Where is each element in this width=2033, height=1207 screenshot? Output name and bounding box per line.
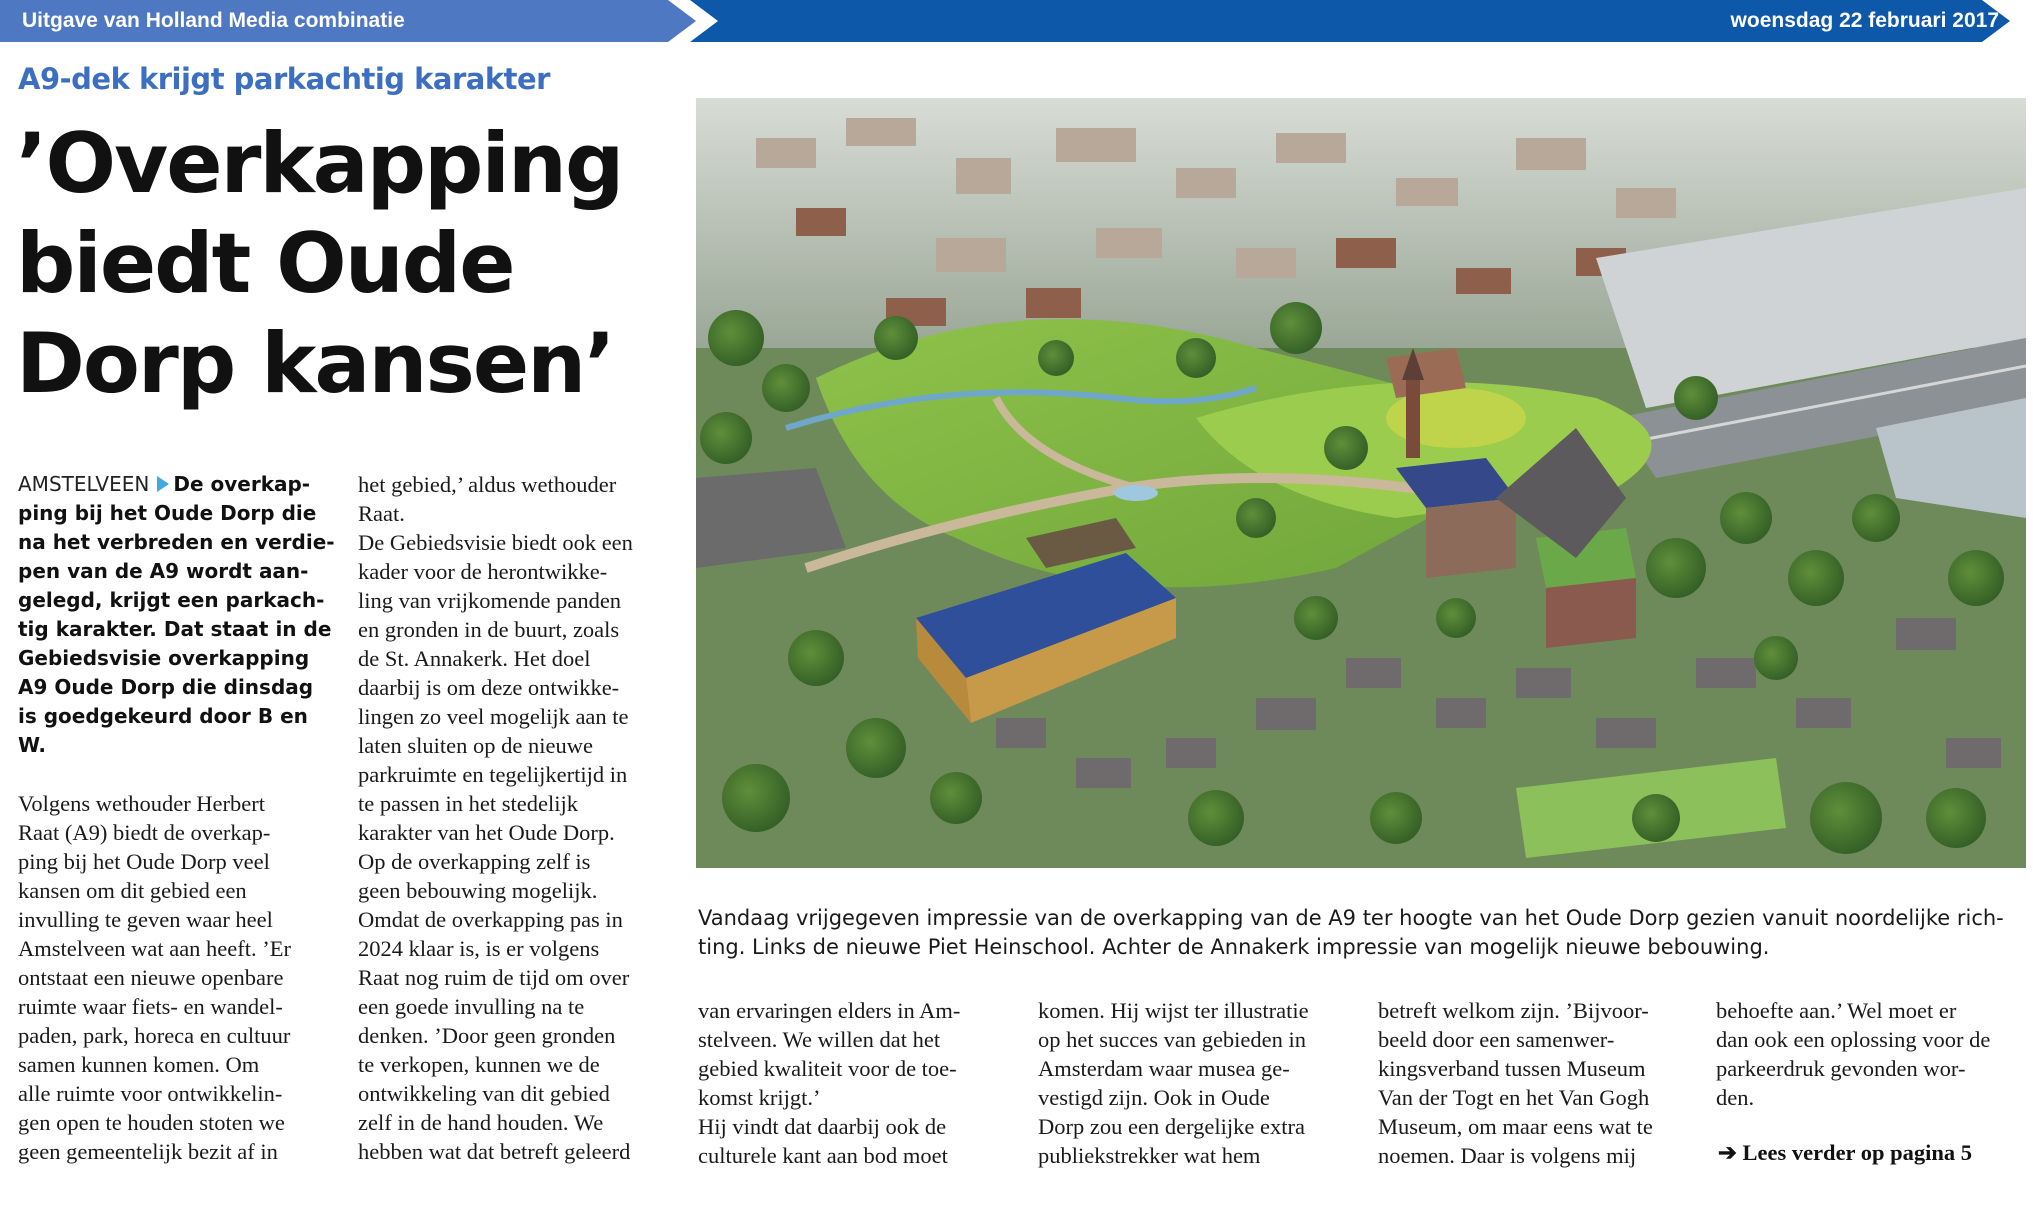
dateline-triangle-icon — [157, 476, 169, 492]
body-line: vestigd zijn. Ook in Oude — [1038, 1085, 1270, 1110]
body-line: Amstelveen wat aan heeft. ’Er — [18, 936, 291, 961]
body-line: Hij vindt dat daarbij ook de — [698, 1114, 947, 1139]
body-line: Amsterdam waar musea ge- — [1038, 1056, 1290, 1081]
body-line: lingen zo veel mogelijk aan te — [358, 704, 629, 729]
headline-line: ’Overkapping — [16, 115, 623, 212]
body-line: karakter van het Oude Dorp. — [358, 820, 615, 845]
body-line: den. — [1716, 1085, 1755, 1110]
body-line: Raat (A9) biedt de overkap- — [18, 820, 271, 845]
publisher-label: Uitgave van Holland Media combinatie — [22, 9, 405, 32]
article-column-4 — [1038, 996, 1368, 1170]
lead-line: ping bij het Oude Dorp die — [18, 501, 317, 525]
body-line: kingsverband tussen Museum — [1378, 1056, 1646, 1081]
body-line: gebied kwaliteit voor de toe- — [698, 1056, 957, 1081]
lead-line: pen van de A9 wordt aan- — [18, 559, 309, 583]
article-column-1 — [18, 470, 348, 1166]
article-kicker: A9-dek krijgt parkachtig karakter — [18, 62, 550, 96]
body-line: culturele kant aan bod moet — [698, 1143, 948, 1168]
body-line: invulling te geven waar heel — [18, 907, 273, 932]
body-line: komst krijgt.’ — [698, 1085, 821, 1110]
lead-line: gelegd, krijgt een parkach- — [18, 588, 325, 612]
body-line: Op de overkapping zelf is — [358, 849, 591, 874]
article-column-6 — [1716, 996, 2026, 1112]
body-line: stelveen. We willen dat het — [698, 1027, 941, 1052]
body-line: betreft welkom zijn. ’Bijvoor- — [1378, 998, 1649, 1023]
lead-line: A9 Oude Dorp die dinsdag — [18, 675, 314, 699]
body-line: Dorp zou een dergelijke extra — [1038, 1114, 1305, 1139]
body-line: van ervaringen elders in Am- — [698, 998, 961, 1023]
lead-line: W. — [18, 733, 47, 757]
body-line: de St. Annakerk. Het doel — [358, 646, 591, 671]
body-line: Van der Togt en het Van Gogh — [1378, 1085, 1650, 1110]
body-line: ping bij het Oude Dorp veel — [18, 849, 270, 874]
lead-line: De overkap- — [173, 472, 311, 496]
body-line: geen bebouwing mogelijk. — [358, 878, 598, 903]
body-line: ling van vrijkomende panden — [358, 588, 622, 613]
body-line: noemen. Daar is volgens mij — [1378, 1143, 1637, 1168]
body-line: te passen in het stedelijk — [358, 791, 578, 816]
headline-line: biedt Oude — [16, 215, 514, 312]
body-line: geen gemeentelijk bezit af in — [18, 1139, 278, 1164]
lead-line: is goedgekeurd door B en — [18, 704, 308, 728]
body-line: gen open te houden stoten we — [18, 1110, 285, 1135]
body-line: op het succes van gebieden in — [1038, 1027, 1307, 1052]
body-line: De Gebiedsvisie biedt ook een — [358, 530, 633, 555]
caption-line: Vandaag vrijgegeven impressie van de overkapping van de A9 ter hoogte van het Oude Dorp gezien vanuit noordelijke rich- — [698, 906, 2004, 930]
body-line: Raat. — [358, 501, 405, 526]
body-line: 2024 klaar is, is er volgens — [358, 936, 600, 961]
lead-line: Gebiedsvisie overkapping — [18, 646, 310, 670]
body-line: en gronden in de buurt, zoals — [358, 617, 620, 642]
body-line: daarbij is om deze ontwikke- — [358, 675, 620, 700]
read-more-link[interactable]: ➔ Lees verder op pagina 5 — [1718, 1140, 1973, 1165]
photo-caption — [698, 904, 2008, 962]
body-line: beeld door een samenwer- — [1378, 1027, 1615, 1052]
body-line: te verkopen, kunnen we de — [358, 1052, 600, 1077]
article-column-5 — [1378, 996, 1708, 1170]
body-line: laten sluiten op de nieuwe — [358, 733, 593, 758]
body-line: denken. ’Door geen gronden — [358, 1023, 616, 1048]
body-line: het gebied,’ aldus wethouder — [358, 472, 617, 497]
body-line: ontstaat een nieuwe openbare — [18, 965, 284, 990]
dateline: AMSTELVEEN — [18, 472, 150, 496]
aerial-impression-image — [696, 98, 2026, 868]
article-column-2 — [358, 470, 688, 1166]
body-line: hebben wat dat betreft geleerd — [358, 1139, 631, 1164]
body-line: kader voor de herontwikke- — [358, 559, 608, 584]
body-line: parkeerdruk gevonden wor- — [1716, 1056, 1966, 1081]
article-column-3 — [698, 996, 1028, 1170]
body-line: Volgens wethouder Herbert — [18, 791, 266, 816]
article-headline — [16, 114, 696, 414]
body-line: samen kunnen komen. Om — [18, 1052, 260, 1077]
body-line: behoefte aan.’ Wel moet er — [1716, 998, 1957, 1023]
issue-date: woensdag 22 februari 2017 — [1730, 9, 1999, 32]
body-line: parkruimte en tegelijkertijd in — [358, 762, 628, 787]
body-line: paden, park, horeca en cultuur — [18, 1023, 291, 1048]
body-line: zelf in de hand houden. We — [358, 1110, 604, 1135]
body-line: ruimte waar fiets- en wandel- — [18, 994, 283, 1019]
body-line: komen. Hij wijst ter illustratie — [1038, 998, 1309, 1023]
body-line: Museum, om maar eens wat te — [1378, 1114, 1653, 1139]
lead-line: na het verbreden en verdie- — [18, 530, 335, 554]
body-line: publiekstrekker wat hem — [1038, 1143, 1261, 1168]
body-line: ontwikkeling van dit gebied — [358, 1081, 610, 1106]
lead-line: tig karakter. Dat staat in de — [18, 617, 332, 641]
caption-line: ting. Links de nieuwe Piet Heinschool. Achter de Annakerk impressie van mogelijk nieuwe bebouwing. — [698, 935, 1770, 959]
body-line: alle ruimte voor ontwikkelin- — [18, 1081, 283, 1106]
headline-line: Dorp kansen’ — [16, 315, 614, 412]
body-line: Omdat de overkapping pas in — [358, 907, 623, 932]
body-line: een goede invulling na te — [358, 994, 585, 1019]
body-line: dan ook een oplossing voor de — [1716, 1027, 1991, 1052]
body-line: kansen om dit gebied een — [18, 878, 247, 903]
body-line: Raat nog ruim de tijd om over — [358, 965, 630, 990]
